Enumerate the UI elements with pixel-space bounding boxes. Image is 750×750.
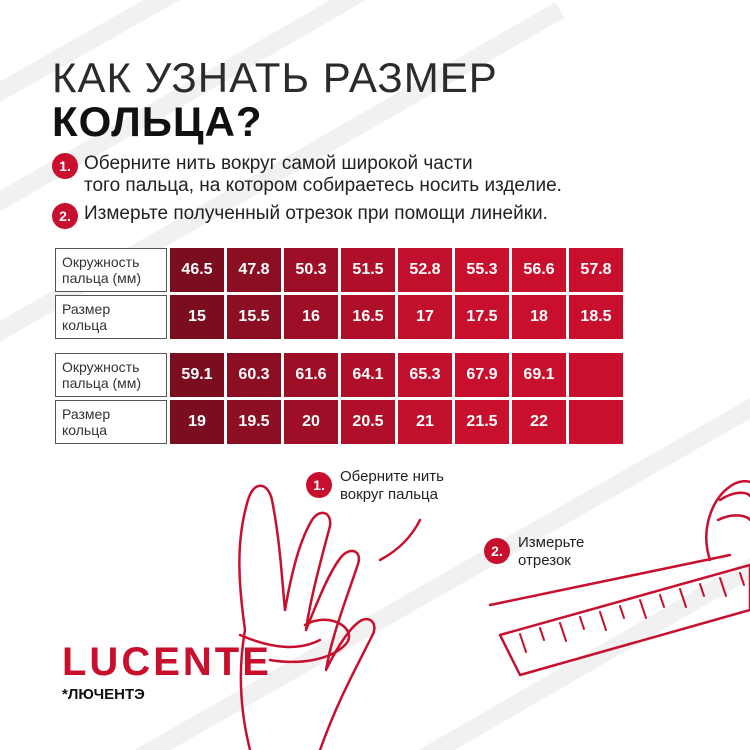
cell-circumference: 59.1 (170, 353, 224, 397)
caption-2 (484, 534, 584, 570)
cell-circumference: 56.6 (512, 248, 566, 292)
cell-size: 15.5 (227, 295, 281, 339)
cell-size: 20.5 (341, 400, 395, 444)
cell-size: 16 (284, 295, 338, 339)
caption-1-line-2: вокруг пальца (340, 486, 438, 503)
row-label-size: Размер кольца (55, 400, 167, 444)
cell-circumference: 69.1 (512, 353, 566, 397)
step-1-badge: 1. (52, 153, 78, 179)
table-row (55, 248, 623, 292)
cell-size: 20 (284, 400, 338, 444)
cell-circumference: 50.3 (284, 248, 338, 292)
table-row (55, 353, 623, 397)
cell-size: 15 (170, 295, 224, 339)
step-2-badge: 2. (52, 203, 78, 229)
brand-logo: LUCENTE (62, 640, 272, 684)
hand-2-outline (706, 481, 750, 560)
cell-size: 21 (398, 400, 452, 444)
caption-1 (306, 468, 444, 504)
cell-circumference: 47.8 (227, 248, 281, 292)
step-1-line-2: того пальца, на котором собираетесь носить изделие. (84, 175, 562, 196)
cell-size: 16.5 (341, 295, 395, 339)
cell-circumference: 52.8 (398, 248, 452, 292)
title-line-2: КОЛЬЦА? (52, 98, 263, 145)
cell-size: 18.5 (569, 295, 623, 339)
caption-1-line-1: Оберните нить (340, 468, 444, 485)
cell-circumference: 57.8 (569, 248, 623, 292)
cell-empty (569, 400, 623, 444)
step-1 (52, 153, 562, 197)
cell-size: 17.5 (455, 295, 509, 339)
cell-size: 22 (512, 400, 566, 444)
cell-circumference: 61.6 (284, 353, 338, 397)
cell-circumference: 46.5 (170, 248, 224, 292)
thread-tail (380, 520, 420, 560)
cell-circumference: 65.3 (398, 353, 452, 397)
cell-circumference: 60.3 (227, 353, 281, 397)
step-2-line-1: Измерьте полученный отрезок при помощи линейки. (84, 203, 548, 224)
cell-circumference: 67.9 (455, 353, 509, 397)
step-1-line-1: Оберните нить вокруг самой широкой части (84, 153, 473, 174)
caption-2-line-1: Измерьте (518, 534, 585, 551)
step-2 (52, 203, 548, 229)
cell-circumference: 64.1 (341, 353, 395, 397)
caption-2-line-2: отрезок (518, 552, 571, 569)
brand-logo-subtitle: *ЛЮЧЕНТЭ (62, 686, 145, 703)
caption-1-badge: 1. (306, 472, 332, 498)
ruler (500, 565, 750, 675)
row-label-circumference: Окружность пальца (мм) (55, 248, 167, 292)
table-row (55, 295, 623, 339)
cell-empty (569, 353, 623, 397)
cell-circumference: 51.5 (341, 248, 395, 292)
cell-size: 21.5 (455, 400, 509, 444)
cell-size: 19.5 (227, 400, 281, 444)
size-table-1 (52, 245, 626, 342)
row-label-size: Размер кольца (55, 295, 167, 339)
hand-outline (239, 486, 374, 750)
row-label-circumference: Окружность пальца (мм) (55, 353, 167, 397)
cell-size: 17 (398, 295, 452, 339)
cell-circumference: 55.3 (455, 248, 509, 292)
ruler-ticks (520, 573, 744, 652)
cell-size: 19 (170, 400, 224, 444)
title-line-1: КАК УЗНАТЬ РАЗМЕР (52, 54, 498, 101)
table-row (55, 400, 623, 444)
size-table-2 (52, 350, 626, 447)
cell-size: 18 (512, 295, 566, 339)
caption-2-badge: 2. (484, 538, 510, 564)
